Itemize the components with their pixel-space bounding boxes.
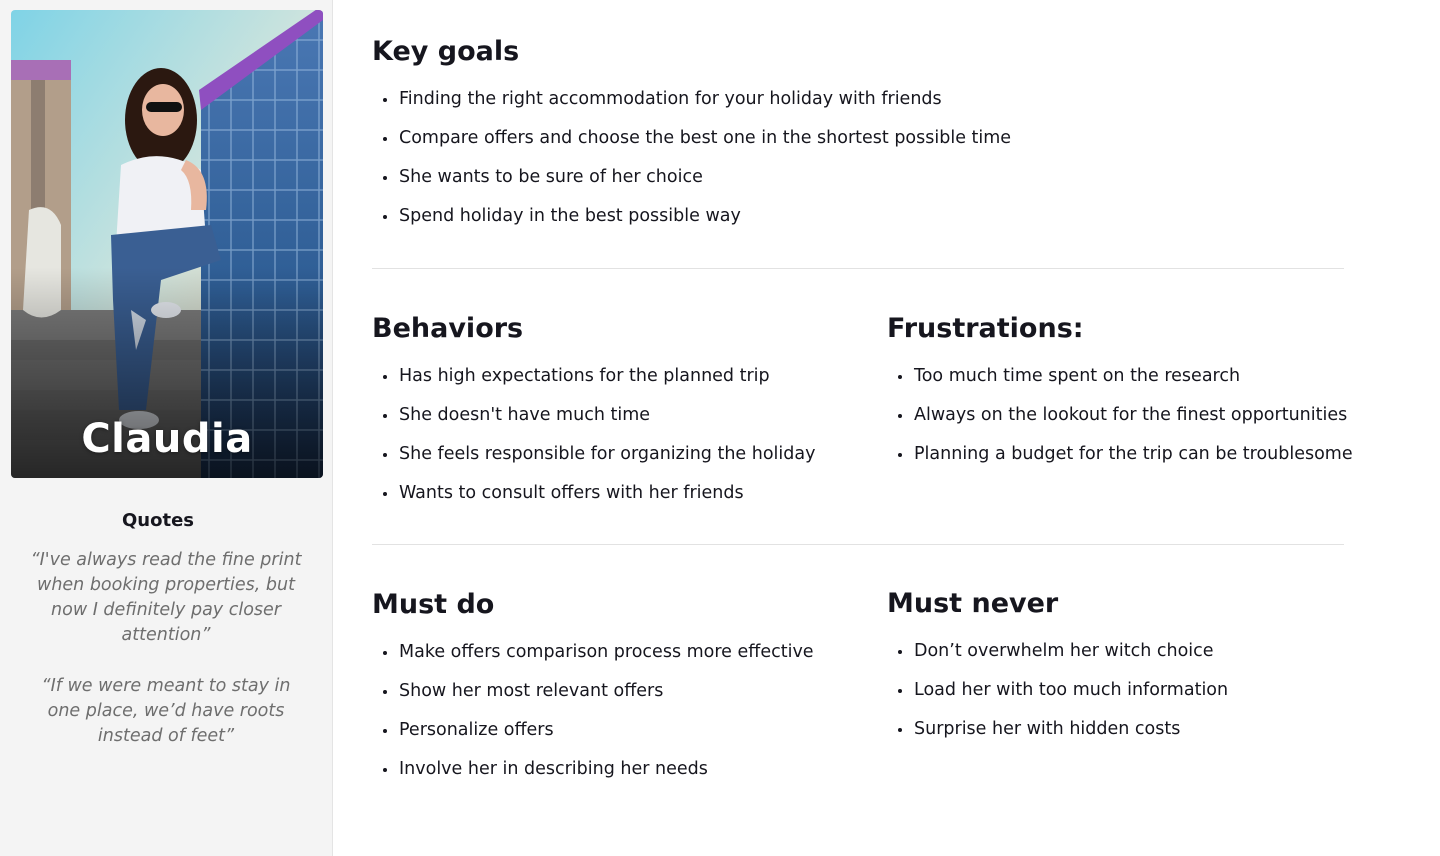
must-never-title: Must never (887, 588, 1059, 619)
key-goals-list (372, 88, 1011, 244)
persona-photo-image (11, 10, 323, 478)
list-item: Involve her in describing her needs (372, 758, 814, 797)
list-item: She feels responsible for organizing the holiday (372, 443, 815, 482)
frustrations-list (887, 365, 1353, 482)
list-item: Make offers comparison process more effective (372, 641, 814, 680)
behaviors-title: Behaviors (372, 313, 524, 344)
quotes-title: Quotes (121, 510, 194, 531)
quote-item: “I've always read the fine print when booking properties, but now I definitely pay closer attention” (30, 550, 302, 645)
must-never-list (887, 640, 1228, 757)
persona-name: Claudia (81, 416, 253, 462)
list-item: Show her most relevant offers (372, 680, 814, 719)
key-goals-title: Key goals (372, 36, 520, 67)
list-item: Has high expectations for the planned trip (372, 365, 815, 404)
list-item: Wants to consult offers with her friends (372, 482, 815, 521)
list-item: Finding the right accommodation for your holiday with friends (372, 88, 1011, 127)
must-do-title: Must do (372, 589, 495, 620)
list-item: Load her with too much information (887, 679, 1228, 718)
list-item: Too much time spent on the research (887, 365, 1353, 404)
list-item: Planning a budget for the trip can be troublesome (887, 443, 1353, 482)
list-item: Always on the lookout for the finest opportunities (887, 404, 1353, 443)
behaviors-list (372, 365, 815, 521)
must-do-list (372, 641, 814, 797)
list-item: She wants to be sure of her choice (372, 166, 1011, 205)
section-divider (372, 544, 1344, 545)
list-item: Don’t overwhelm her witch choice (887, 640, 1228, 679)
section-divider (372, 268, 1344, 269)
list-item: Surprise her with hidden costs (887, 718, 1228, 757)
list-item: She doesn't have much time (372, 404, 815, 443)
quote-item: “If we were meant to stay in one place, we’d have roots instead of feet” (41, 676, 291, 746)
list-item: Compare offers and choose the best one in the shortest possible time (372, 127, 1011, 166)
list-item: Spend holiday in the best possible way (372, 205, 1011, 244)
list-item: Personalize offers (372, 719, 814, 758)
persona-sidebar (0, 0, 333, 856)
frustrations-title: Frustrations: (887, 313, 1084, 344)
persona-photo (11, 10, 323, 478)
